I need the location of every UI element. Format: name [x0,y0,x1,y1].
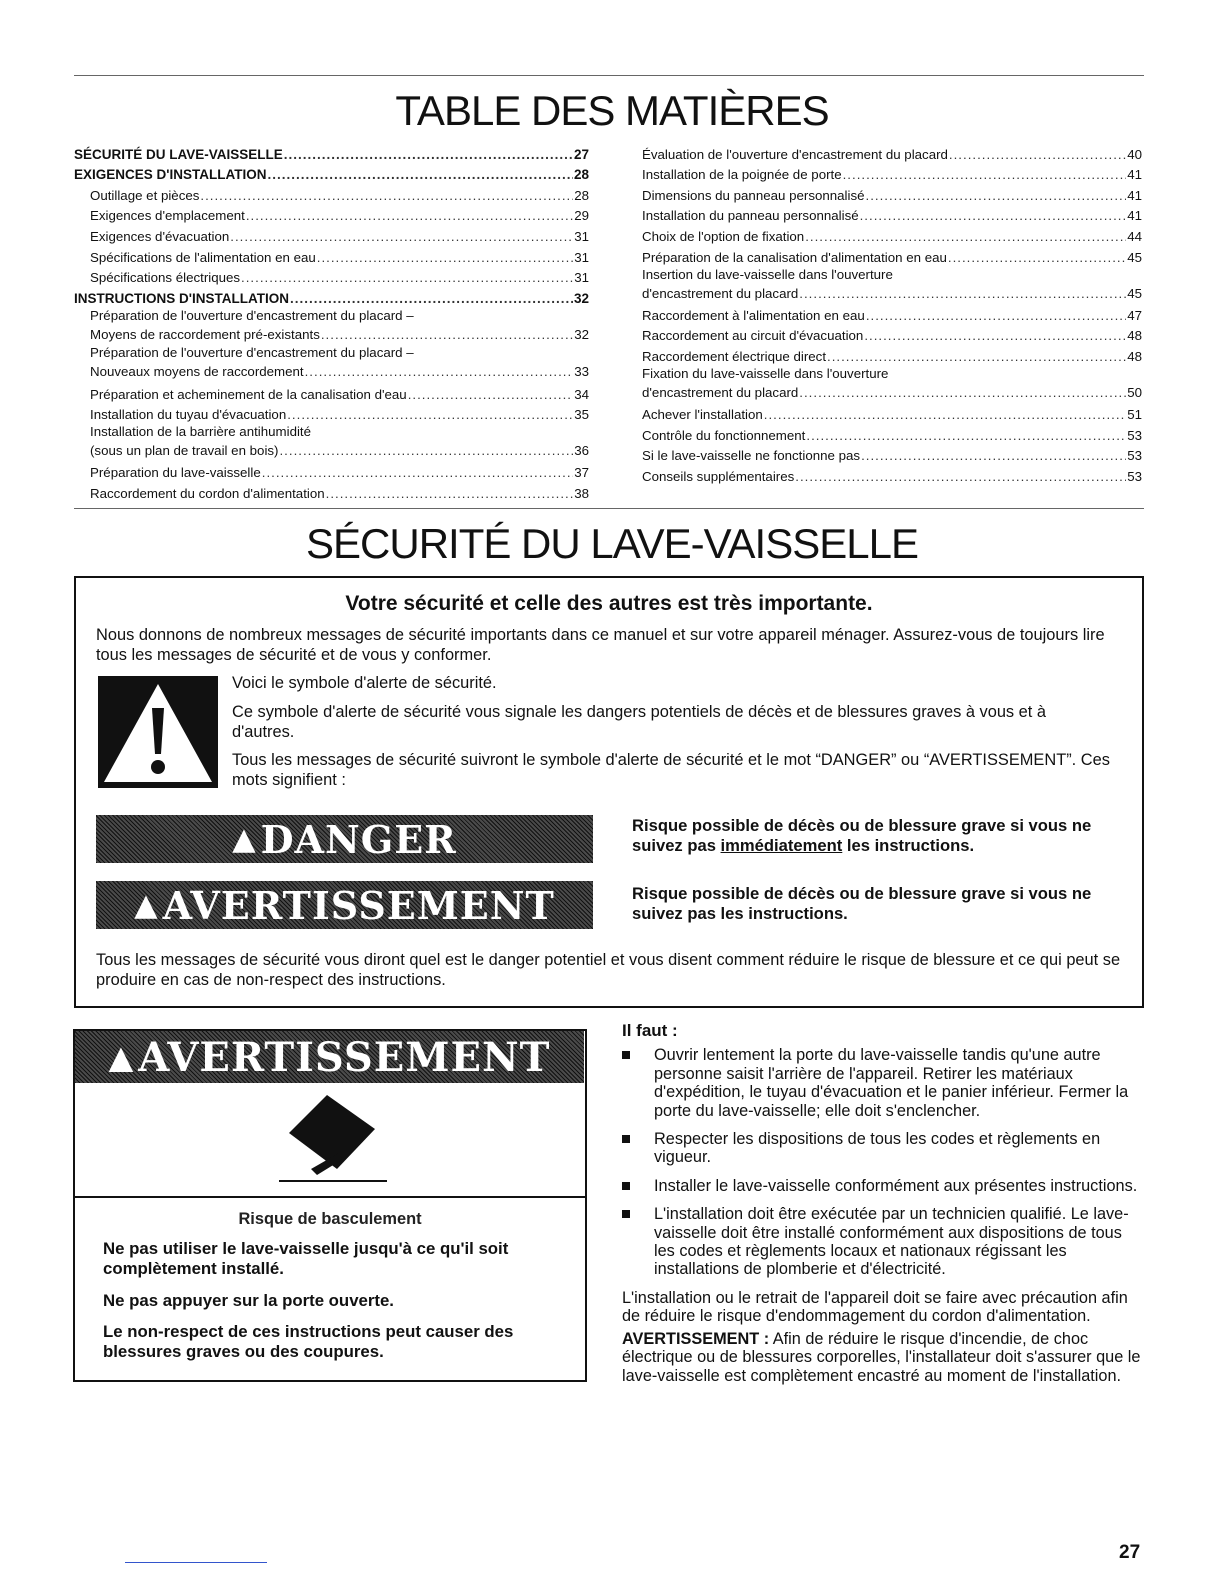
safety-symbol-meaning: Ce symbole d'alerte de sécurité vous signale les dangers potentiels de décès et de blessures graves à vous et à d'autres. [232,703,1047,741]
toc-page-number: 28 [573,167,589,183]
toc-leader-dots [241,269,573,286]
toc-leader-dots [827,348,1126,365]
warning-description: Risque possible de décès ou de blessure grave si vous ne suivez pas les instructions. [632,884,1092,923]
toc-page-number: 45 [1127,249,1142,265]
toc-leader-dots [321,326,573,343]
toc-entry [642,464,1142,485]
toc-entry-label: Installation du panneau personnalisé [642,208,859,224]
toc-entry-label: Si le lave-vaisselle ne fonctionne pas [642,448,861,464]
toc-leader-dots [805,228,1126,245]
toc-leader-dots [764,406,1126,423]
requirement-bullet [622,1205,1142,1279]
toc-entry [642,403,1142,424]
warning-label: AVERTISSEMENT [162,882,555,928]
toc-entry [642,444,1142,465]
toc-entry-label: INSTRUCTIONS D'INSTALLATION [74,290,289,306]
toc-entry-label: Outillage et pièces [90,187,200,203]
toc-entry [74,403,589,424]
toc-entry [642,245,1142,266]
toc-entry [642,183,1142,204]
toc-entry-multiline [642,365,1142,403]
handling-paragraph: L'installation ou le retrait de l'appareil doit se faire avec précaution afin de réduire le risque d'endommagement du cordon d'alimentation. [622,1288,1128,1326]
toc-page-number: 32 [574,326,589,342]
toc-entry-label: Raccordement électrique direct [642,348,827,364]
tip-over-icon [275,1093,395,1189]
toc-entry [74,183,589,204]
toc-leader-dots [864,327,1126,344]
toc-entry [90,324,589,343]
toc-leader-dots [279,442,573,459]
bullet-text: Installer le lave-vaisselle conformément aux présentes instructions. [654,1176,1138,1195]
toc-page-number: 31 [574,249,589,265]
toc-entry [74,286,589,307]
toc-leader-dots [262,464,573,481]
toc-left-column [74,142,589,502]
tip-divider [75,1196,585,1198]
toc-entry-label: Préparation et acheminement de la canalisation d'eau [90,386,407,402]
toc-entry-label: Conseils supplémentaires [642,468,795,484]
toc-entry [642,283,1142,302]
toc-page-number: 45 [1127,285,1142,301]
toc-entry-multiline [74,307,589,345]
toc-entry [642,382,1142,401]
toc-entry-line1: Préparation de l'ouverture d'encastrement du placard – [90,307,414,323]
safety-box [74,576,1144,1008]
toc-page-number: 53 [1127,427,1142,443]
warning-paragraph-label: AVERTISSEMENT : [622,1329,770,1348]
toc-leader-dots [799,285,1126,302]
toc-entry-label: d'encastrement du placard [642,384,799,400]
safety-alert-icon [98,676,218,788]
toc-page-number: 35 [574,407,589,423]
toc-entry-label: d'encastrement du placard [642,285,799,301]
toc-page-number: 36 [574,443,589,459]
warning-banner [96,881,593,929]
safety-closing: Tous les messages de sécurité vous diront quel est le danger potentiel et vous disent comment réduire le risque de blessure et ce qui peut se produire en cas de non-respect des instructions. [96,951,1121,989]
toc-page-number: 37 [574,465,589,481]
toc-entry [74,245,589,266]
toc-page-number: 44 [1127,228,1142,244]
toc-entry-label: Moyens de raccordement pré-existants [90,326,320,342]
safety-intro: Nous donnons de nombreux messages de sécurité importants dans ce manuel et sur votre appareil ménager. Assurez-vous de toujours lire tous les messages de sécurité et de vous y conformer. [96,626,1105,664]
danger-banner [96,815,593,863]
safety-symbol-line: Voici le symbole d'alerte de sécurité. [232,674,497,692]
danger-text-b: les instructions. [842,836,975,855]
toc-leader-dots [799,384,1126,401]
toc-entry-label: Spécifications de l'alimentation en eau [90,249,316,265]
toc-leader-dots [861,447,1126,464]
toc-page-number: 47 [1127,307,1142,323]
toc-page-number: 31 [574,270,589,286]
toc-leader-dots [326,485,574,502]
toc-entry-label: Achever l'installation [642,407,763,423]
toc-page-number: 29 [574,208,589,224]
toc-entry-label: (sous un plan de travail en bois) [90,443,279,459]
toc-entry [74,224,589,245]
toc-leader-dots [843,166,1127,183]
toc-page-number: 41 [1127,208,1142,224]
toc-page-number: 28 [574,187,589,203]
toc-page-number: 53 [1127,468,1142,484]
toc-entry-label: Dimensions du panneau personnalisé [642,187,865,203]
bottom-rule [125,1562,267,1563]
toc-page-number: 48 [1127,348,1142,364]
toc-entry [642,204,1142,225]
tip-over-warning-box [73,1029,587,1382]
warning-triangle-icon: ▲ [134,887,159,923]
bullet-text: Ouvrir lentement la porte du lave-vaisselle tandis qu'une autre personne saisit l'arrière de l'appareil. Retirer les matériaux d'expédition, le tuyau d'évacuation et le panier inférieur. Fermer la porte du lave-vaisselle; elle doit s'enclencher. [654,1046,1129,1120]
toc-entry-label: SÉCURITÉ DU LAVE-VAISSELLE [74,146,283,162]
bullet-square-icon [622,1051,630,1059]
tip-warning-label: AVERTISSEMENT [138,1033,551,1081]
toc-leader-dots [866,307,1126,324]
top-rule [74,75,1144,76]
toc-page-number: 48 [1127,328,1142,344]
bullet-text: L'installation doit être exécutée par un technicien qualifié. Le lave-vaisselle doit être installé conformément aux dispositions de tous les codes et règlements locaux et nationaux régissant les installations de plomberie et d'électricité. [654,1205,1129,1279]
toc-leader-dots [860,207,1127,224]
toc-entry [74,481,589,502]
danger-description [632,816,1142,856]
toc-page-number: 34 [574,386,589,402]
toc-entry-label: Raccordement au circuit d'évacuation [642,328,864,344]
toc-leader-dots [267,166,573,183]
danger-text-a: Risque possible de décès ou de blessure grave si vous ne suivez pas [632,816,1092,855]
toc-entry-label: Raccordement du cordon d'alimentation [90,485,325,501]
safety-heading: Votre sécurité et celle des autres est très importante. [345,592,873,615]
toc-entry-label: Raccordement à l'alimentation en eau [642,307,865,323]
tip-line-2: Ne pas appuyer sur la porte ouverte. [103,1291,394,1310]
requirement-bullet [622,1177,1142,1195]
toc-page-number: 38 [574,485,589,501]
toc-entry-multiline [642,266,1142,304]
danger-text-underline: immédiatement [720,836,843,855]
warning-triangle-icon: ▲ [232,821,257,857]
toc-entry [74,266,589,287]
toc-entry [642,303,1142,324]
toc-entry [642,423,1142,444]
tip-line-1: Ne pas utiliser le lave-vaisselle jusqu'à ce qu'il soit complètement installé. [103,1239,509,1278]
toc-entry-line1: Insertion du lave-vaisselle dans l'ouverture [642,266,893,282]
toc-entry [642,142,1142,163]
toc-page-number: 40 [1127,146,1142,162]
toc-entry [90,440,589,459]
toc-leader-dots [795,468,1126,485]
toc-entry-label: EXIGENCES D'INSTALLATION [74,167,267,183]
toc-entry-label: Préparation de la canalisation d'alimentation en eau [642,249,947,265]
toc-entry-line1: Installation de la barrière antihumidité [90,424,312,440]
toc-page-number: 50 [1127,384,1142,400]
toc-entry [642,324,1142,345]
bullet-square-icon [622,1135,630,1143]
toc-entry-label: Évaluation de l'ouverture d'encastrement du placard [642,146,948,162]
toc-page-number: 41 [1127,187,1142,203]
toc-page-number: 31 [574,228,589,244]
requirements-heading: Il faut : [622,1021,678,1040]
page-number: 27 [1119,1542,1141,1563]
toc-entry-label: Contrôle du fonctionnement [642,427,806,443]
toc-page-number: 53 [1127,448,1142,464]
danger-label: DANGER [260,816,457,862]
toc-leader-dots [949,146,1126,163]
toc-leader-dots [948,249,1126,266]
toc-leader-dots [284,146,573,163]
toc-entry [642,163,1142,184]
toc-page-number: 33 [574,364,589,380]
warning-paragraph-text: Afin de réduire le risque d'incendie, de choc électrique ou de blessures corporelles, l'installateur doit s'assurer que le lave-vaisselle est complètement encastré au moment de l'installation. [622,1329,1141,1385]
toc-entry-label: Choix de l'option de fixation [642,228,805,244]
toc-entry [74,163,589,184]
toc-page-number: 51 [1127,407,1142,423]
toc-leader-dots [290,290,573,307]
section-title: SÉCURITÉ DU LAVE-VAISSELLE [306,520,918,567]
toc-leader-dots [305,363,574,380]
tip-line-3: Le non-respect de ces instructions peut causer des blessures graves ou des coupures. [103,1322,514,1361]
toc-entry-label: Spécifications électriques [90,270,241,286]
toc-entry [642,224,1142,245]
warning-triangle-icon: ▲ [108,1038,135,1076]
toc-bottom-rule [74,508,1144,509]
toc-entry-label: Installation de la poignée de porte [642,167,842,183]
toc-entry [90,361,589,380]
toc-entry-multiline [74,344,589,382]
toc-entry [642,344,1142,365]
toc-entry-multiline [74,423,589,461]
toc-entry [74,461,589,482]
toc-leader-dots [246,207,573,224]
bullet-text: Respecter les dispositions de tous les codes et règlements en vigueur. [654,1130,1101,1167]
safety-follow-line: Tous les messages de sécurité suivront le symbole d'alerte de sécurité et le mot “DANGER” ou “AVERTISSEMENT”. Ces mots signifient : [232,751,1110,789]
toc-entry-label: Installation du tuyau d'évacuation [90,407,287,423]
toc-leader-dots [806,427,1126,444]
toc-entry-label: Nouveaux moyens de raccordement [90,364,304,380]
toc-page-number: 27 [573,146,589,162]
toc-leader-dots [230,228,573,245]
toc-leader-dots [317,249,573,266]
warning-paragraph [622,1330,1142,1385]
tip-warning-banner [75,1031,584,1083]
toc-leader-dots [287,406,573,423]
toc-title: TABLE DES MATIÈRES [395,87,829,134]
toc-entry [74,382,589,403]
toc-leader-dots [408,386,574,403]
toc-entry [74,142,589,163]
bullet-square-icon [622,1210,630,1218]
toc-entry [74,204,589,225]
toc-entry-label: Exigences d'emplacement [90,208,245,224]
requirements-column [622,1022,1142,1389]
tip-title: Risque de basculement [238,1210,422,1228]
toc-leader-dots [866,187,1127,204]
toc-entry-line1: Fixation du lave-vaisselle dans l'ouverture [642,365,889,381]
bullet-square-icon [622,1182,630,1190]
toc-entry-line1: Préparation de l'ouverture d'encastrement du placard – [90,345,414,361]
toc-page-number: 41 [1127,167,1142,183]
toc-right-column [642,142,1142,485]
requirement-bullet [622,1130,1142,1167]
toc-page-number: 32 [573,290,589,306]
toc-leader-dots [200,187,573,204]
requirement-bullet [622,1046,1142,1120]
toc-entry-label: Préparation du lave-vaisselle [90,465,261,481]
toc-entry-label: Exigences d'évacuation [90,228,230,244]
